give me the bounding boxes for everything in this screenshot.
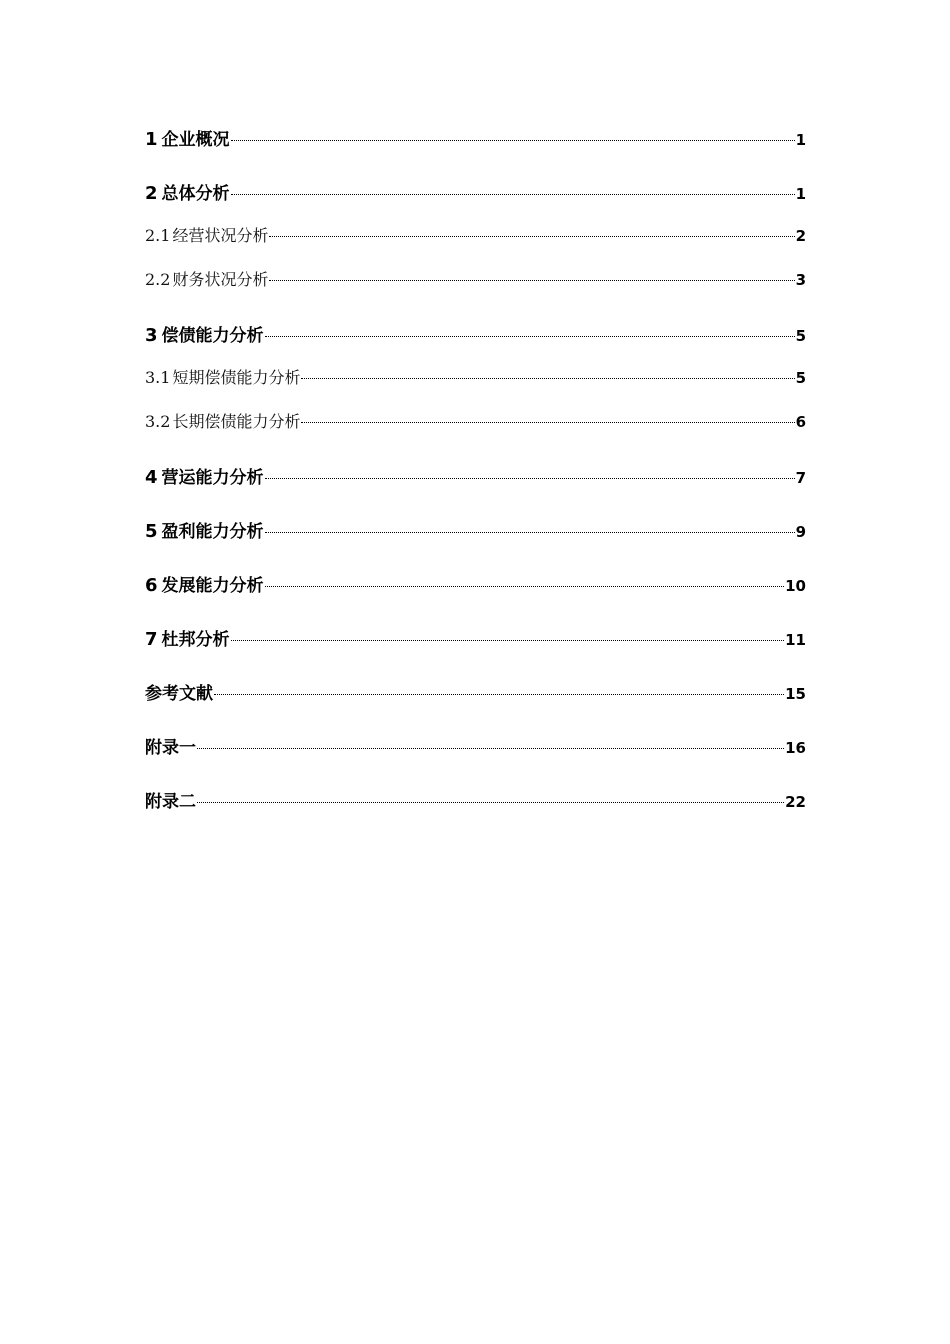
toc-entry-label: [145, 365, 300, 388]
toc-entry-number: 5: [145, 521, 158, 542]
toc-entry-number: 3.1: [145, 368, 171, 387]
toc-entry-references[interactable]: [145, 679, 806, 703]
toc-page-number: 6: [795, 413, 806, 431]
toc-entry-number: 3: [145, 325, 158, 346]
toc-page-number: 10: [785, 577, 806, 595]
toc-entry-label: [145, 125, 230, 150]
toc-entry-number: 3.2: [145, 412, 171, 431]
dot-leader: [197, 802, 784, 803]
dot-leader: [269, 280, 794, 281]
dot-leader: [231, 194, 795, 195]
dot-leader: [265, 532, 795, 533]
toc-entry-label: [145, 409, 300, 432]
toc-entry-title: 短期偿债能力分析: [172, 368, 301, 387]
toc-page-number: 22: [785, 793, 806, 811]
toc-entry-title: 参考文献: [145, 684, 213, 704]
toc-entry-number: 1: [145, 129, 158, 150]
dot-leader: [265, 336, 795, 337]
dot-leader: [269, 236, 794, 237]
toc-entry-7[interactable]: [145, 625, 806, 649]
toc-entry-title: 偿债能力分析: [161, 326, 264, 346]
toc-entry-label: [145, 733, 196, 758]
toc-entry-appendix-2[interactable]: [145, 787, 806, 811]
toc-page-number: 1: [795, 131, 806, 149]
toc-entry-appendix-1[interactable]: [145, 733, 806, 757]
toc-entry-title: 附录一: [145, 738, 196, 758]
toc-entry-label: [145, 679, 213, 704]
dot-leader: [301, 378, 794, 379]
dot-leader: [197, 748, 784, 749]
toc-entry-3[interactable]: [145, 321, 806, 345]
toc-entry-label: [145, 517, 264, 542]
toc-entry-number: 6: [145, 575, 158, 596]
dot-leader: [265, 478, 795, 479]
toc-page-number: 7: [795, 469, 806, 487]
toc-entry-label: [145, 787, 196, 812]
toc-entry-title: 附录二: [145, 792, 196, 812]
dot-leader: [231, 640, 785, 641]
toc-entry-label: [145, 267, 268, 290]
toc-entry-title: 经营状况分析: [172, 226, 269, 245]
toc-entry-1[interactable]: [145, 125, 806, 149]
dot-leader: [231, 140, 795, 141]
dot-leader: [214, 694, 784, 695]
toc-page-number: 5: [795, 327, 806, 345]
toc-entry-title: 盈利能力分析: [161, 522, 264, 542]
toc-entry-label: [145, 625, 230, 650]
toc-entry-2-1[interactable]: [145, 223, 806, 247]
toc-entry-title: 杜邦分析: [161, 630, 230, 650]
toc-entry-title: 长期偿债能力分析: [172, 412, 301, 431]
toc-entry-title: 企业概况: [161, 130, 230, 150]
toc-page-number: 15: [785, 685, 806, 703]
toc-entry-2-2[interactable]: [145, 267, 806, 291]
toc-page-number: 2: [795, 227, 806, 245]
toc-entry-label: [145, 463, 264, 488]
toc-entry-3-1[interactable]: [145, 365, 806, 389]
toc-entry-number: 7: [145, 629, 158, 650]
toc-entry-6[interactable]: [145, 571, 806, 595]
table-of-contents: [145, 118, 806, 811]
toc-entry-4[interactable]: [145, 463, 806, 487]
toc-entry-number: 2.1: [145, 226, 171, 245]
toc-entry-title: 总体分析: [161, 184, 230, 204]
toc-page-number: 1: [795, 185, 806, 203]
toc-entry-label: [145, 179, 230, 204]
toc-page-number: 5: [795, 369, 806, 387]
toc-entry-number: 4: [145, 467, 158, 488]
toc-entry-label: [145, 223, 268, 246]
toc-page-number: 11: [785, 631, 806, 649]
toc-page-number: 16: [785, 739, 806, 757]
toc-entry-title: 营运能力分析: [161, 468, 264, 488]
toc-entry-number: 2: [145, 183, 158, 204]
toc-entry-number: 2.2: [145, 270, 171, 289]
dot-leader: [301, 422, 794, 423]
toc-entry-5[interactable]: [145, 517, 806, 541]
toc-page-number: 3: [795, 271, 806, 289]
toc-page-number: 9: [795, 523, 806, 541]
dot-leader: [265, 586, 785, 587]
toc-entry-3-2[interactable]: [145, 409, 806, 433]
toc-entry-title: 发展能力分析: [161, 576, 264, 596]
toc-entry-label: [145, 321, 264, 346]
toc-entry-label: [145, 571, 264, 596]
toc-entry-title: 财务状况分析: [172, 270, 269, 289]
toc-entry-2[interactable]: [145, 179, 806, 203]
